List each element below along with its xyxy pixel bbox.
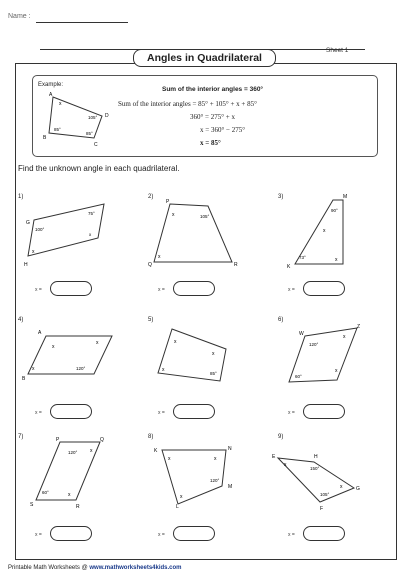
angle-d: 105°: [88, 115, 98, 120]
instructions: Find the unknown angle in each quadrilateral.: [18, 164, 180, 173]
svg-text:N: N: [228, 446, 232, 452]
sheet-label: Sheet 1: [326, 47, 349, 54]
svg-text:x: x: [162, 367, 165, 373]
svg-text:A: A: [38, 330, 42, 336]
svg-text:P: P: [166, 199, 170, 205]
answer-input-6[interactable]: [303, 404, 345, 419]
vertex-b: B: [43, 135, 47, 141]
answer-input-3[interactable]: [303, 281, 345, 296]
svg-text:x: x: [96, 340, 99, 346]
svg-text:60°: 60°: [42, 490, 49, 495]
problem-3-figure: [285, 192, 350, 270]
svg-text:Q: Q: [100, 437, 104, 443]
problem-6-number: 6): [278, 317, 284, 323]
svg-text:x: x: [340, 484, 343, 490]
svg-text:120°: 120°: [76, 366, 86, 371]
vertex-a: A: [49, 92, 53, 98]
svg-text:120°: 120°: [309, 342, 319, 347]
example-heading: Sum of the interior angles = 360°: [162, 86, 264, 93]
svg-text:x: x: [174, 339, 177, 345]
svg-text:73°: 73°: [299, 255, 306, 260]
problem-1-figure: [22, 196, 117, 266]
svg-text:G: G: [26, 220, 30, 226]
svg-text:x: x: [180, 494, 183, 500]
example-label: Example:: [38, 82, 64, 88]
svg-text:150°: 150°: [310, 466, 320, 471]
svg-text:x: x: [284, 462, 287, 468]
svg-text:H: H: [314, 454, 318, 460]
problem-3-number: 3): [278, 194, 284, 200]
problem-4-number: 4): [18, 317, 24, 323]
svg-text:x: x: [335, 257, 338, 263]
problem-7-number: 7): [18, 434, 24, 440]
svg-text:60°: 60°: [295, 374, 302, 379]
svg-text:K: K: [287, 264, 291, 270]
answer-input-4[interactable]: [50, 404, 92, 419]
svg-text:Q: Q: [148, 262, 152, 268]
example-quadrilateral: [40, 88, 115, 150]
svg-text:L: L: [176, 504, 179, 508]
problem-8-number: 8): [148, 434, 154, 440]
svg-text:M: M: [343, 194, 348, 200]
vertex-c: C: [94, 142, 98, 148]
svg-text:x: x: [172, 212, 175, 218]
problem-6-figure: [285, 322, 365, 384]
svg-text:90°: 90°: [331, 208, 338, 213]
problem-9-figure: [270, 448, 365, 510]
problem-9-number: 9): [278, 434, 284, 440]
example-line-2: 360° = 275° + x: [190, 113, 235, 121]
problem-1-number: 1): [18, 194, 24, 200]
svg-text:x: x: [212, 351, 215, 357]
svg-text:105°: 105°: [200, 214, 210, 219]
page-title: Angles in Quadrilateral: [133, 49, 276, 67]
problem-2-figure: [148, 196, 243, 268]
footer-prefix: Printable Math Worksheets @: [8, 565, 88, 571]
svg-text:x: x: [343, 334, 346, 340]
name-line: [36, 22, 128, 23]
svg-text:S: S: [30, 502, 34, 508]
footer-site-link[interactable]: www.mathworksheets4kids.com: [89, 565, 182, 571]
svg-text:120°: 120°: [210, 478, 220, 483]
svg-text:x: x: [52, 344, 55, 350]
svg-text:x: x: [90, 448, 93, 454]
svg-text:105°: 105°: [320, 492, 330, 497]
problem-5-number: 5): [148, 317, 154, 323]
svg-text:x: x: [89, 232, 92, 237]
answer-input-7[interactable]: [50, 526, 92, 541]
svg-text:100°: 100°: [35, 227, 45, 232]
vertex-d: D: [105, 113, 109, 119]
svg-text:x: x: [68, 492, 71, 498]
svg-text:R: R: [234, 262, 238, 268]
svg-text:x: x: [323, 228, 326, 234]
svg-text:x: x: [168, 456, 171, 462]
answer-input-2[interactable]: [173, 281, 215, 296]
example-line-3: x = 360° − 275°: [200, 126, 245, 134]
answer-input-9[interactable]: [303, 526, 345, 541]
svg-text:Z: Z: [357, 324, 361, 330]
problem-8-figure: [150, 442, 235, 508]
svg-text:R: R: [76, 504, 80, 508]
svg-text:85°: 85°: [210, 371, 217, 376]
svg-text:x: x: [158, 254, 161, 260]
problem-7-figure: [30, 436, 110, 508]
problem-2-number: 2): [148, 194, 154, 200]
svg-text:x: x: [214, 456, 217, 462]
svg-text:M: M: [228, 484, 233, 490]
example-line-4: x = 85°: [200, 139, 221, 147]
svg-text:F: F: [320, 506, 324, 510]
svg-text:K: K: [154, 448, 158, 454]
answer-input-8[interactable]: [173, 526, 215, 541]
answer-input-1[interactable]: [50, 281, 92, 296]
svg-text:x: x: [335, 368, 338, 374]
problem-5-figure: [150, 325, 235, 385]
svg-text:75°: 75°: [88, 211, 95, 216]
svg-text:E: E: [272, 454, 276, 460]
svg-text:120°: 120°: [68, 450, 78, 455]
name-label: Name :: [8, 13, 31, 20]
svg-text:B: B: [22, 376, 26, 382]
angle-c: 85°: [86, 131, 93, 136]
footer: [8, 565, 182, 571]
svg-text:G: G: [356, 486, 360, 492]
angle-a: x: [59, 101, 62, 107]
svg-text:x: x: [32, 366, 35, 372]
problem-4-figure: [22, 322, 122, 382]
svg-text:P: P: [56, 437, 60, 443]
svg-text:H: H: [24, 262, 28, 266]
example-line-1: Sum of the interior angles = 85° + 105° + x + 85°: [118, 100, 257, 108]
angle-b: 85°: [54, 127, 61, 132]
svg-text:x: x: [32, 249, 35, 255]
svg-text:W: W: [299, 331, 304, 337]
answer-input-5[interactable]: [173, 404, 215, 419]
